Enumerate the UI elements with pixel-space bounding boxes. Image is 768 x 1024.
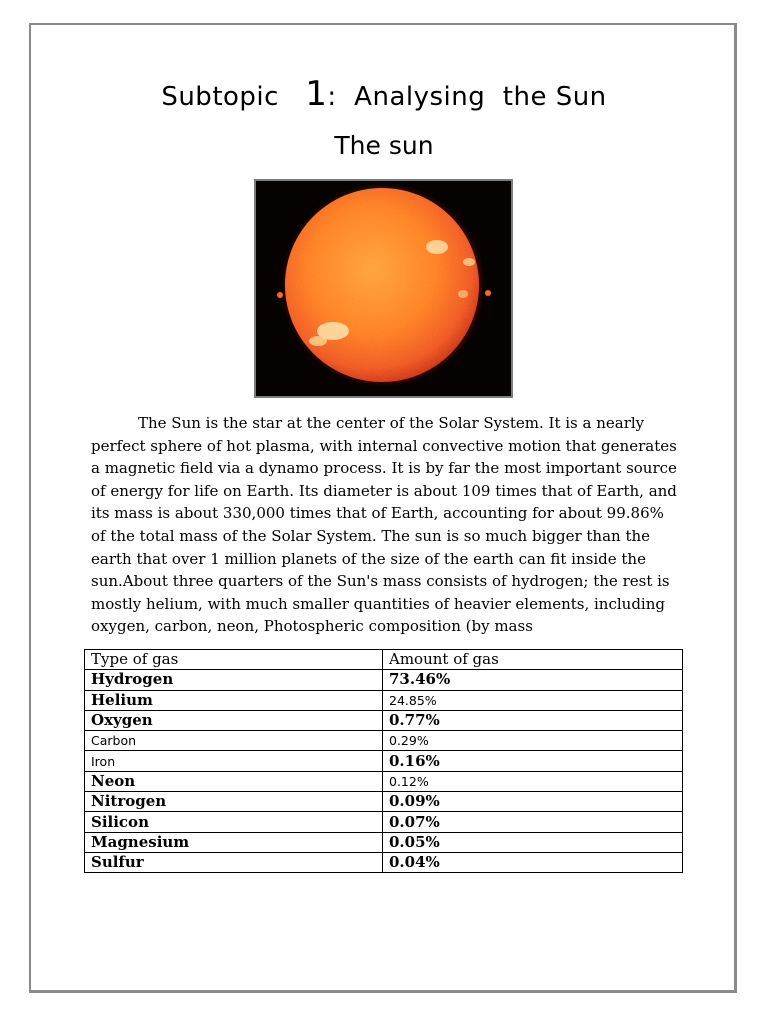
gas-name: Neon bbox=[85, 771, 383, 791]
table-row bbox=[85, 690, 683, 710]
gas-name: Helium bbox=[85, 690, 383, 710]
table-row bbox=[85, 812, 683, 832]
table-row bbox=[85, 731, 683, 751]
gas-amount: 0.07% bbox=[383, 812, 683, 832]
page-title bbox=[0, 74, 768, 117]
sun-image bbox=[254, 179, 513, 398]
gas-amount: 0.29% bbox=[383, 731, 683, 751]
gas-amount: 0.16% bbox=[383, 751, 683, 771]
table-row bbox=[85, 852, 683, 872]
intro-paragraph: The Sun is the star at the center of the Solar System. It is a nearly perfect sphere of hot plasma, with internal convective motion that generates a magnetic field via a dynamo process. It is by far the most important source of energy for life on Earth. Its diameter is about 109 times that of Earth, and its mass is about 330,000 times that of Earth, accounting for about 99.86% of the total mass of the Solar System. The sun is so much bigger than the earth that over 1 million planets of the size of the earth can fit inside the sun.About three quarters of the Sun's mass consists of hydrogen; the rest is mostly helium, with much smaller quantities of heavier elements, including oxygen, carbon, neon, Photospheric composition (by mass bbox=[91, 414, 677, 636]
sun-photo-icon bbox=[256, 181, 511, 396]
table-row bbox=[85, 792, 683, 812]
gas-amount: 24.85% bbox=[383, 690, 683, 710]
gas-name: Oxygen bbox=[85, 710, 383, 730]
table-header-row bbox=[85, 650, 683, 670]
gas-name: Carbon bbox=[85, 731, 383, 751]
gas-amount: 73.46% bbox=[383, 670, 683, 690]
gas-amount: 0.09% bbox=[383, 792, 683, 812]
table-row bbox=[85, 751, 683, 771]
gas-name: Magnesium bbox=[85, 832, 383, 852]
gas-name: Hydrogen bbox=[85, 670, 383, 690]
column-header-amount: Amount of gas bbox=[383, 650, 683, 670]
table-row bbox=[85, 832, 683, 852]
gas-amount: 0.05% bbox=[383, 832, 683, 852]
title-number: 1 bbox=[305, 74, 328, 114]
table-row bbox=[85, 771, 683, 791]
column-header-gas: Type of gas bbox=[85, 650, 383, 670]
gas-name: Iron bbox=[85, 751, 383, 771]
title-suffix: : Analysing the Sun bbox=[327, 82, 607, 112]
gas-amount: 0.77% bbox=[383, 710, 683, 730]
title-prefix: Subtopic bbox=[161, 82, 279, 112]
gas-composition-table bbox=[84, 649, 683, 873]
section-heading: The sun bbox=[334, 131, 434, 160]
gas-name: Nitrogen bbox=[85, 792, 383, 812]
gas-name: Sulfur bbox=[85, 852, 383, 872]
gas-amount: 0.04% bbox=[383, 852, 683, 872]
gas-amount: 0.12% bbox=[383, 771, 683, 791]
table-row bbox=[85, 710, 683, 730]
gas-name: Silicon bbox=[85, 812, 383, 832]
table-row bbox=[85, 670, 683, 690]
